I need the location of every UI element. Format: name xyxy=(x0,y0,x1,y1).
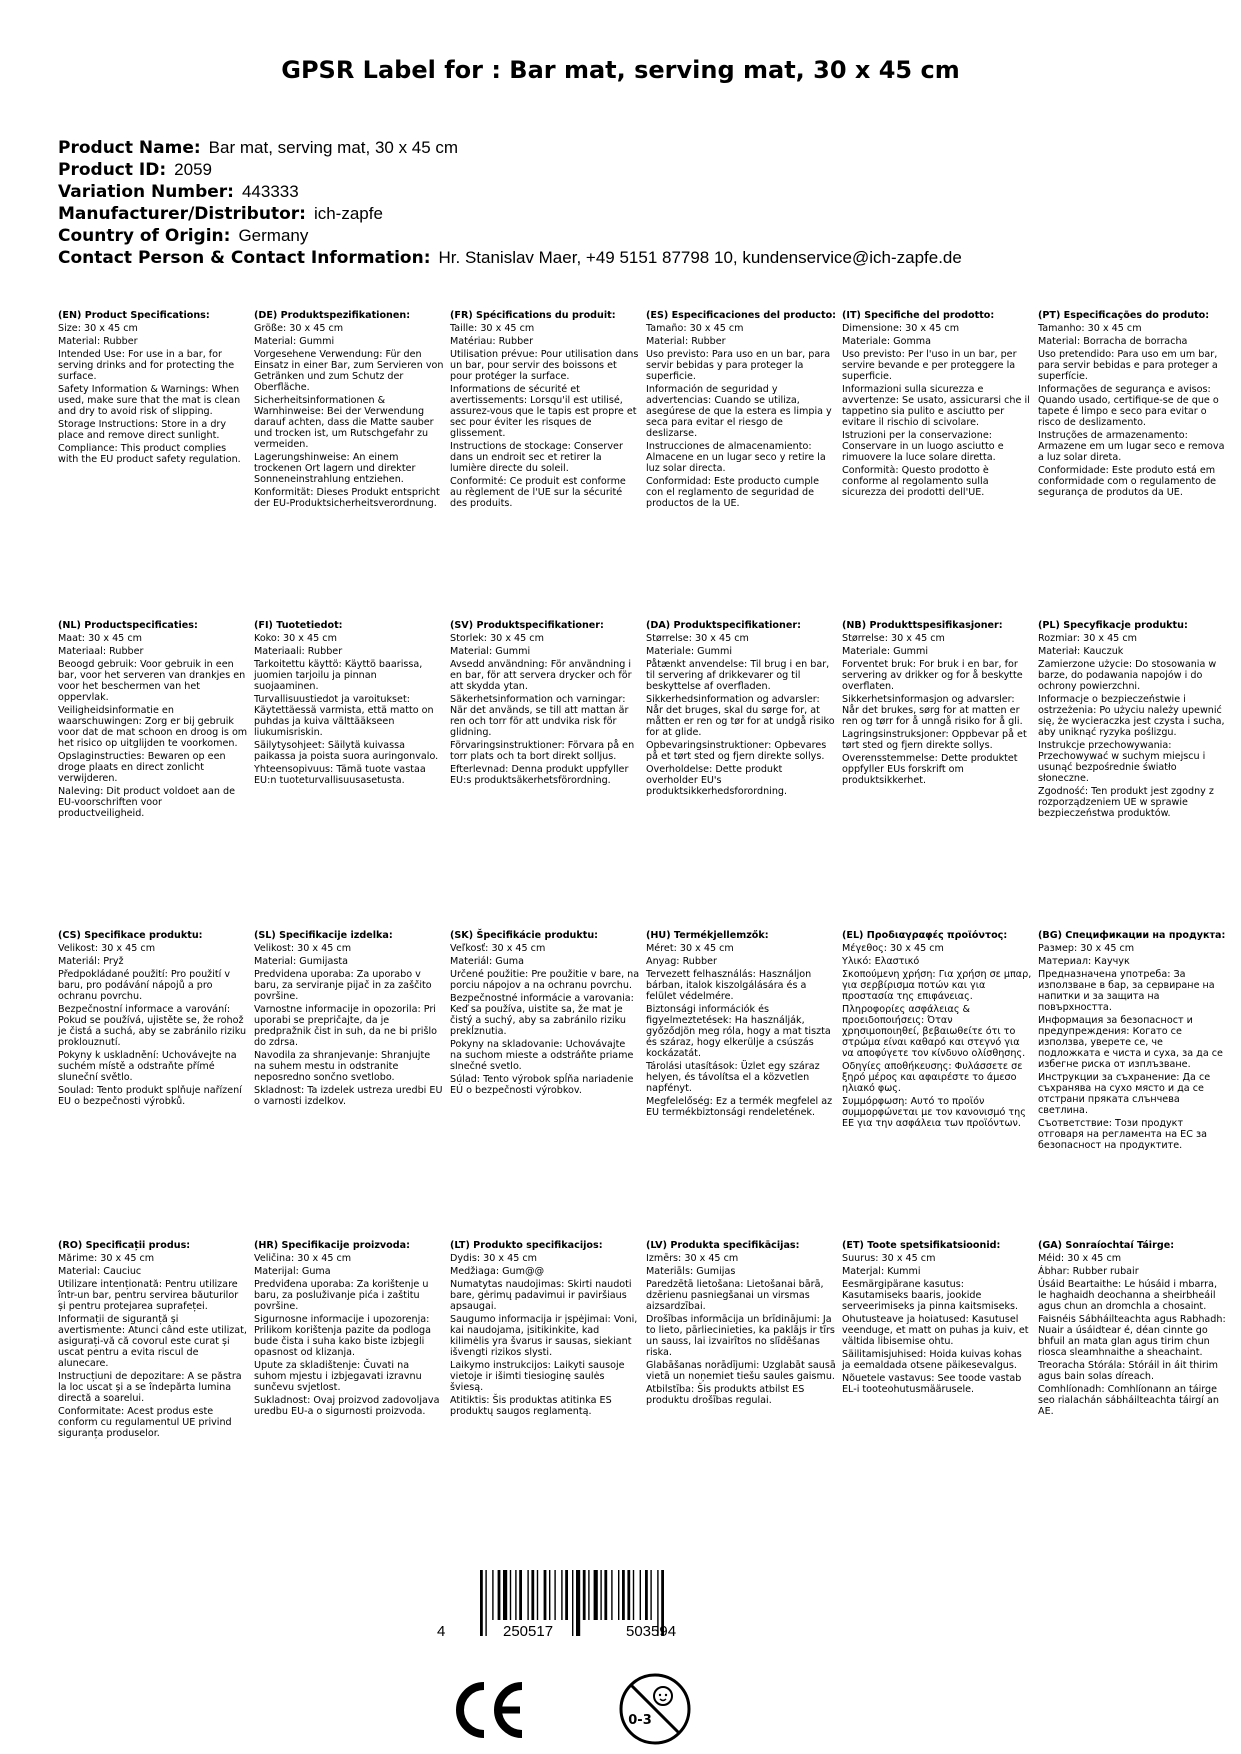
spec-line: Conformidade: Este produto está em conformidade com o regulamento de segurança de produtos da UE. xyxy=(1038,465,1217,498)
barcode-bar xyxy=(594,1570,598,1620)
spec-line: Forventet bruk: For bruk i en bar, for servering av drikker og for å beskytte overflaten. xyxy=(842,659,1023,692)
spec-line: Σκοπούμενη χρήση: Για χρήση σε μπαρ, για σερβίρισμα ποτών και για προστασία της επιφάνειας. xyxy=(842,969,1032,1002)
spec-heading: (IT) Specifiche del prodotto: xyxy=(842,310,995,321)
barcode-bar xyxy=(645,1570,648,1620)
spec-line: Utilisation prévue: Pour utilisation dans un bar, pour servir des boissons et pour protéger la surface. xyxy=(450,349,639,382)
spec-line: Dydis: 30 x 45 cm xyxy=(450,1253,537,1264)
spec-line: Size: 30 x 45 cm xyxy=(58,323,138,334)
spec-line: Πληροφορίες ασφάλειας & προειδοποιήσεις: Όταν χρησιμοποιηθεί, βεβαιωθείτε ότι το στρώμα είναι καθαρό και στεγνό για να αποφύγετε τον κίνδυνο ολίσθησης. xyxy=(842,1004,1026,1059)
ce-mark-icon xyxy=(450,1680,530,1740)
spec-line: Materiál: Pryž xyxy=(58,956,124,967)
barcode-digits-left: 250517 xyxy=(503,1623,554,1640)
spec-heading: (RO) Specificații produs: xyxy=(58,1240,191,1251)
barcode-bar xyxy=(583,1570,586,1620)
spec-line: Bezpečnostní informace a varování: Pokud se používá, ujistěte se, že rohož je čistá a suchá, aby se zabránilo riziku proklouznutí. xyxy=(58,1004,247,1048)
spec-block xyxy=(254,930,444,1107)
spec-line: Yhteensopivuus: Tämä tuote vastaa EU:n tuoteturvallisuusasetusta. xyxy=(254,764,426,786)
spec-line: Paredzētā lietošana: Lietošanai bārā, dzērienu pasniegšanai un virsmas aizsardzībai. xyxy=(646,1279,824,1312)
info-value: Bar mat, serving mat, 30 x 45 cm xyxy=(208,138,459,157)
spec-line: Säilytysohjeet: Säilytä kuivassa paikassa ja poista suora auringonvalo. xyxy=(254,740,439,762)
spec-line: Treoracha Stórála: Stóráil in áit thirim agus bain solas díreach. xyxy=(1038,1360,1218,1382)
spec-block xyxy=(450,620,640,786)
spec-heading: (GA) Sonraíochtaí Táirge: xyxy=(1038,1240,1175,1251)
barcode-bar xyxy=(519,1570,522,1620)
spec-heading: (NL) Productspecificaties: xyxy=(58,620,198,631)
spec-block xyxy=(1038,1240,1228,1417)
spec-line: Υλικό: Ελαστικό xyxy=(842,956,920,967)
spec-block xyxy=(646,930,836,1118)
spec-block xyxy=(1038,620,1228,819)
spec-line: Tamaño: 30 x 45 cm xyxy=(646,323,744,334)
spec-line: Предназначена употреба: За използване в бар, за сервиране на напитки и за защита на повърхността. xyxy=(1038,969,1215,1013)
spec-line: Materiál: Guma xyxy=(450,956,524,967)
spec-block xyxy=(58,620,248,819)
spec-line: Biztonsági információk és figyelmeztetések: Ha használják, győződjön meg róla, hogy a mat tiszta és száraz, hogy elkerülje a csúszás kockázatát. xyxy=(646,1004,831,1059)
spec-line: Předpokládané použití: Pro použití v baru, pro podávání nápojů a pro ochranu povrchu. xyxy=(58,969,231,1002)
svg-text:0-3: 0-3 xyxy=(628,1713,652,1728)
spec-line: Méret: 30 x 45 cm xyxy=(646,943,734,954)
barcode-bar xyxy=(618,1570,619,1620)
spec-line: Overensstemmelse: Dette produktet oppfyller EUs forskrift om produktsikkerhet. xyxy=(842,753,1018,786)
age-warning-0-3-icon xyxy=(618,1672,692,1746)
spec-line: Pokyny na skladovanie: Uchovávajte na suchom mieste a odstráňte priame slnečné svetlo. xyxy=(450,1039,634,1072)
spec-line: Instruções de armazenamento: Armazene em um lugar seco e remova a luz solar direta. xyxy=(1038,430,1225,463)
spec-line: Säilitamisjuhised: Hoida kuivas kohas ja eemaldada otsene päikesevalgus. xyxy=(842,1349,1022,1371)
spec-line: Určené použitie: Pre použitie v bare, na porciu nápojov a na ochranu povrchu. xyxy=(450,969,640,991)
spec-line: Tervezett felhasználás: Használjon bárban, italok kiszolgálására és a felület védelmére. xyxy=(646,969,812,1002)
spec-line: Tamanho: 30 x 45 cm xyxy=(1038,323,1142,334)
spec-line: Conformitate: Acest produs este conform cu regulamentul UE privind siguranța produselor. xyxy=(58,1406,232,1439)
spec-line: Intended Use: For use in a bar, for serving drinks and for protecting the surface. xyxy=(58,349,235,382)
spec-line: Veličina: 30 x 45 cm xyxy=(254,1253,352,1264)
spec-row xyxy=(58,310,1238,620)
spec-line: Material: Rubber xyxy=(646,336,726,347)
barcode-bar xyxy=(503,1570,507,1620)
spec-block xyxy=(1038,310,1228,498)
spec-line: Varnostne informacije in opozorila: Pri uporabi se prepričajte, da je predpražnik čist in suh, da ne bi prišlo do zdrsa. xyxy=(254,1004,438,1048)
info-value: ich-zapfe xyxy=(313,204,383,223)
barcode-bar xyxy=(588,1570,589,1620)
info-product-id xyxy=(58,159,962,181)
spec-line: Informations de sécurité et avertissements: Lorsqu'il est utilisé, assurez-vous que le tapis est propre et sec pour éviter les risques de glissement. xyxy=(450,384,637,439)
spec-line: Compliance: This product complies with the EU product safety regulation. xyxy=(58,443,241,465)
spec-line: Informazioni sulla sicurezza e avvertenze: Se usato, assicurarsi che il tappetino sia pulito e asciutto per evitare il rischio di scivolare. xyxy=(842,384,1030,428)
spec-line: Uso previsto: Per l'uso in un bar, per servire bevande e per proteggere la superficie. xyxy=(842,349,1017,382)
spec-block xyxy=(254,1240,444,1417)
spec-line: Lagerungshinweise: An einem trockenen Ort lagern und direkter Sonneneinstrahlung entziehen. xyxy=(254,452,416,485)
spec-block xyxy=(450,1240,640,1417)
spec-line: Numatytas naudojimas: Skirti naudoti bare, gėrimų padavimui ir paviršiaus apsaugai. xyxy=(450,1279,632,1312)
spec-line: Materiaali: Rubber xyxy=(254,646,343,657)
barcode-bar xyxy=(498,1570,501,1620)
spec-row xyxy=(58,620,1238,930)
spec-line: Drošības informācija un brīdinājumi: Ja to lieto, pārliecinieties, ka paklājs ir tīrs un sauss, lai izvairītos no slīdēšanas riska. xyxy=(646,1314,835,1358)
spec-heading: (LV) Produkta specifikācijas: xyxy=(646,1240,800,1251)
spec-line: Matériau: Rubber xyxy=(450,336,534,347)
barcode-bar xyxy=(576,1570,580,1636)
spec-line: Materjal: Kummi xyxy=(842,1266,921,1277)
spec-line: Storage Instructions: Store in a dry place and remove direct sunlight. xyxy=(58,419,227,441)
barcode-bar xyxy=(650,1570,651,1620)
spec-line: Zamierzone użycie: Do stosowania w barze, do podawania napojów i do ochrony powierzchni. xyxy=(1038,659,1217,692)
spec-line: Megfelelőség: Ez a termék megfelel az EU termékbiztonsági rendeletének. xyxy=(646,1096,833,1118)
page-title: GPSR Label for : Bar mat, serving mat, 30 x 45 cm xyxy=(281,56,960,84)
spec-line: Istruzioni per la conservazione: Conservare in un luogo asciutto e rimuovere la luce solare diretta. xyxy=(842,430,1004,463)
spec-line: Atitiktis: Šis produktas atitinka ES produktų saugos reglamentą. xyxy=(450,1395,612,1417)
spec-line: Material: Borracha de borracha xyxy=(1038,336,1188,347)
spec-line: Informacje o bezpieczeństwie i ostrzeżenia: Po użyciu należy upewnić się, że wycieraczka jest czysta i sucha, aby uniknąć ryzyka poślizgu. xyxy=(1038,694,1225,738)
spec-line: Upute za skladištenje: Čuvati na suhom mjestu i izbjegavati izravnu sunčevu svjetlost. xyxy=(254,1360,422,1393)
spec-line: Turvallisuustiedot ja varoitukset: Käytettäessä varmista, että matto on puhdas ja kuiva välttääkseen liukumisriskin. xyxy=(254,694,434,738)
spec-heading: (LT) Produkto specifikacijos: xyxy=(450,1240,603,1251)
spec-block xyxy=(254,620,444,786)
info-country-of-origin xyxy=(58,225,962,247)
spec-line: Sigurnosne informacije i upozorenja: Prilikom korištenja pazite da podloga bude čista i suha kako biste izbjegli opasnost od klizanja. xyxy=(254,1314,432,1358)
spec-heading: (BG) Спецификации на продукта: xyxy=(1038,930,1226,941)
spec-block xyxy=(842,1240,1032,1395)
spec-line: Lagringsinstruksjoner: Oppbevar på et tørt sted og fjern direkte sollys. xyxy=(842,729,1027,751)
spec-line: Konformität: Dieses Produkt entspricht der EU-Produktsicherheitsverordnung. xyxy=(254,487,440,509)
barcode-bar xyxy=(611,1570,612,1620)
spec-line: Material: Gumijasta xyxy=(254,956,348,967)
spec-block xyxy=(842,930,1032,1129)
spec-line: Säkerhetsinformation och varningar: När det används, se till att mattan är ren och torr för att undvika risk för glidning. xyxy=(450,694,629,738)
spec-line: Информация за безопасност и предупреждения: Когато се използва, уверете се, че подложката е чиста и суха, за да се избегне риска от изплъзване. xyxy=(1038,1015,1223,1070)
spec-grid xyxy=(58,310,1238,1550)
spec-line: Informații de siguranță și avertismente: Atunci când este utilizat, asigurați-vă că covorul este curat și uscat pentru a evita riscul de alunecare. xyxy=(58,1314,247,1369)
spec-row xyxy=(58,1240,1238,1550)
barcode-digits-right: 503594 xyxy=(626,1623,677,1640)
spec-line: Οδηγίες αποθήκευσης: Φυλάσσετε σε ξηρό μέρος και αφαιρέστε το άμεσο ηλιακό φως. xyxy=(842,1061,1023,1094)
barcode-bar xyxy=(480,1570,483,1636)
spec-line: Efterlevnad: Denna produkt uppfyller EU:s produktsäkerhetsförordning. xyxy=(450,764,629,786)
spec-heading: (PT) Especificações do produto: xyxy=(1038,310,1210,321)
spec-line: Materiāls: Gumijas xyxy=(646,1266,736,1277)
spec-line: Instrucțiuni de depozitare: A se păstra la loc uscat și a se îndepărta lumina directă a soarelui. xyxy=(58,1371,242,1404)
spec-line: Beoogd gebruik: Voor gebruik in een bar, voor het serveren van drankjes en voor het beschermen van het oppervlak. xyxy=(58,659,246,703)
info-variation-number xyxy=(58,181,962,203)
spec-line: Predviđena uporaba: Za korištenje u baru, za posluživanje pića i zaštitu površine. xyxy=(254,1279,429,1312)
spec-line: Utilizare intenționată: Pentru utilizare într-un bar, pentru servirea băuturilor și pentru protejarea suprafeței. xyxy=(58,1279,239,1312)
spec-line: Glabāšanas norādījumi: Uzglabāt sausā vietā un noņemiet tiešu saules gaismu. xyxy=(646,1360,836,1382)
info-label: Product ID: xyxy=(58,160,167,180)
spec-line: Soulad: Tento produkt splňuje nařízení EU o bezpečnosti výrobků. xyxy=(58,1085,242,1107)
barcode-bar xyxy=(554,1570,555,1620)
spec-line: Naleving: Dit product voldoet aan de EU-voorschriften voor productveiligheid. xyxy=(58,786,235,819)
barcode-bar xyxy=(565,1570,568,1620)
spec-line: Инструкции за съхранение: Да се съхранява на сухо място и да се отстрани пряката слънчева светлина. xyxy=(1038,1072,1211,1116)
spec-line: Størrelse: 30 x 45 cm xyxy=(646,633,749,644)
spec-line: Materiał: Kauczuk xyxy=(1038,646,1124,657)
spec-line: Zgodność: Ten produkt jest zgodny z rozporządzeniem UE w sprawie bezpieczeństwa produktów. xyxy=(1038,786,1214,819)
spec-line: Размер: 30 x 45 cm xyxy=(1038,943,1135,954)
spec-block xyxy=(450,930,640,1096)
spec-block xyxy=(254,310,444,509)
spec-line: Medžiaga: Gum@@ xyxy=(450,1266,545,1277)
spec-line: Ohutusteave ja hoiatused: Kasutusel veenduge, et matt on puhas ja kuiv, et vältida libisemise ohtu. xyxy=(842,1314,1029,1347)
spec-line: Koko: 30 x 45 cm xyxy=(254,633,337,644)
spec-line: Uso previsto: Para uso en un bar, para servir bebidas y para proteger la superficie. xyxy=(646,349,831,382)
spec-heading: (ES) Especificaciones del producto: xyxy=(646,310,837,321)
spec-block xyxy=(646,1240,836,1406)
spec-heading: (NB) Produkttspesifikasjoner: xyxy=(842,620,1003,631)
spec-heading: (SV) Produktspecifikationer: xyxy=(450,620,604,631)
spec-line: Skladnost: Ta izdelek ustreza uredbi EU o varnosti izdelkov. xyxy=(254,1085,443,1107)
spec-line: Velikost: 30 x 45 cm xyxy=(254,943,352,954)
spec-heading: (FI) Tuotetiedot: xyxy=(254,620,343,631)
spec-line: Material: Gummi xyxy=(450,646,531,657)
barcode-bar xyxy=(561,1570,562,1620)
spec-heading: (DA) Produktspecifikationer: xyxy=(646,620,801,631)
spec-line: Suurus: 30 x 45 cm xyxy=(842,1253,936,1264)
spec-line: Materijal: Guma xyxy=(254,1266,331,1277)
spec-line: Materiale: Gomma xyxy=(842,336,932,347)
spec-heading: (FR) Spécifications du produit: xyxy=(450,310,616,321)
spec-line: Instructions de stockage: Conserver dans un endroit sec et retirer la lumière directe du soleil. xyxy=(450,441,623,474)
spec-line: Eesmärgipärane kasutus: Kasutamiseks baaris, jookide serveerimiseks ja pinna kaitsmiseks. xyxy=(842,1279,1019,1312)
spec-line: Comhlíonadh: Comhlíonann an táirge seo rialachán sábháilteachta táirgí an AE. xyxy=(1038,1384,1219,1417)
spec-line: Rozmiar: 30 x 45 cm xyxy=(1038,633,1137,644)
spec-line: Förvaringsinstruktioner: Förvara på en torr plats och ta bort direkt solljus. xyxy=(450,740,635,762)
spec-line: Påtænkt anvendelse: Til brug i en bar, til servering af drikkevarer og til beskyttelse af overfladen. xyxy=(646,659,830,692)
spec-line: Conformité: Ce produit est conforme au règlement de l'UE sur la sécurité des produits. xyxy=(450,476,626,509)
spec-block xyxy=(58,310,248,465)
spec-block xyxy=(58,1240,248,1439)
spec-line: Safety Information & Warnings: When used, make sure that the mat is clean and dry to avoid risk of slipping. xyxy=(58,384,241,417)
spec-block xyxy=(450,310,640,509)
spec-row xyxy=(58,930,1238,1240)
info-contact xyxy=(58,247,962,269)
info-value: Hr. Stanislav Maer, +49 5151 87798 10, kundenservice@ich-zapfe.de xyxy=(438,248,962,267)
spec-heading: (HR) Specifikacije proizvoda: xyxy=(254,1240,410,1251)
spec-line: Materiaal: Rubber xyxy=(58,646,144,657)
spec-block xyxy=(1038,930,1228,1151)
spec-block xyxy=(646,620,836,797)
spec-line: Predvidena uporaba: Za uporabo v baru, za serviranje pijač in za zaščito površine. xyxy=(254,969,432,1002)
spec-line: Taille: 30 x 45 cm xyxy=(450,323,535,334)
barcode-bar xyxy=(600,1570,601,1620)
spec-line: Съответствие: Този продукт отговаря на регламента на ЕС за безопасност на продуктите. xyxy=(1038,1118,1207,1151)
barcode-bar xyxy=(544,1570,547,1620)
spec-heading: (HU) Termékjellemzők: xyxy=(646,930,769,941)
spec-line: Veiligheidsinformatie en waarschuwingen: Zorg er bij gebruik voor dat de mat schoon en droog is om het risico op uitglijden te voorkomen. xyxy=(58,705,248,749)
barcode-bar xyxy=(510,1570,511,1620)
spec-block xyxy=(58,930,248,1107)
info-manufacturer xyxy=(58,203,962,225)
barcode-bar xyxy=(572,1570,573,1636)
spec-line: Größe: 30 x 45 cm xyxy=(254,323,344,334)
barcode-digit-prefix: 4 xyxy=(437,1623,446,1640)
spec-line: Sikkerhedsinformation og advarsler: Når det bruges, skal du sørge for, at måtten er ren og tør for at undgå risiko for at glide. xyxy=(646,694,835,738)
spec-line: Anyag: Rubber xyxy=(646,956,717,967)
spec-line: Bezpečnostné informácie a varovania: Keď sa používa, uistite sa, že mat je čistý a suchý, aby sa zabránilo riziku prekĺznutia. xyxy=(450,993,634,1037)
spec-heading: (DE) Produktspezifikationen: xyxy=(254,310,411,321)
spec-line: Sukladnost: Ovaj proizvod zadovoljava uredbu EU-a o sigurnosti proizvoda. xyxy=(254,1395,440,1417)
spec-line: Vorgesehene Verwendung: Für den Einsatz in einer Bar, zum Servieren von Getränken und zum Schutz der Oberfläche. xyxy=(254,349,444,393)
spec-line: Úsáid Beartaithe: Le húsáid i mbarra, le haghaidh deochanna a sheirbheáil agus chun an dromchla a chosaint. xyxy=(1038,1279,1217,1312)
barcode-bar xyxy=(604,1570,607,1620)
info-label: Product Name: xyxy=(58,138,201,158)
spec-line: Uso pretendido: Para uso em um bar, para servir bebidas e para proteger a superfície. xyxy=(1038,349,1218,382)
spec-line: Méid: 30 x 45 cm xyxy=(1038,1253,1122,1264)
spec-heading: (EL) Προδιαγραφές προϊόντος: xyxy=(842,930,1008,941)
spec-line: Conformità: Questo prodotto è conforme al regolamento sulla sicurezza dei prodotti dell'UE. xyxy=(842,465,989,498)
spec-line: Dimensione: 30 x 45 cm xyxy=(842,323,960,334)
barcode-bar xyxy=(627,1570,630,1620)
spec-line: Sicherheitsinformationen & Warnhinweise: Bei der Verwendung darauf achten, dass die Matte sauber und trocken ist, um Rutschgefahr zu vermeiden. xyxy=(254,395,434,450)
spec-line: Avsedd användning: För användning i en bar, för att servera drycker och för att skydda ytan. xyxy=(450,659,632,692)
spec-line: Conformidad: Este producto cumple con el reglamento de seguridad de productos de la UE. xyxy=(646,476,819,509)
barcode-bar xyxy=(622,1570,625,1620)
spec-line: Material: Cauciuc xyxy=(58,1266,142,1277)
barcode-bar xyxy=(485,1570,486,1636)
spec-line: Veľkosť: 30 x 45 cm xyxy=(450,943,546,954)
barcode-bar xyxy=(531,1570,534,1620)
spec-line: Atbilstība: Šis produkts atbilst ES produktu drošības regulai. xyxy=(646,1384,805,1406)
spec-line: Súlad: Tento výrobok spĺňa nariadenie EÚ o bezpečnosti výrobkov. xyxy=(450,1074,634,1096)
info-value: 2059 xyxy=(174,160,212,179)
spec-heading: (EN) Product Specifications: xyxy=(58,310,210,321)
spec-line: Ábhar: Rubber rubair xyxy=(1038,1266,1139,1277)
spec-line: Mărime: 30 x 45 cm xyxy=(58,1253,155,1264)
spec-line: Maat: 30 x 45 cm xyxy=(58,633,142,644)
spec-line: Información de seguridad y advertencias: Cuando se utiliza, asegúrese de que la estera es limpia y seca para evitar el riesgo de deslizarse. xyxy=(646,384,832,439)
spec-line: Opslaginstructies: Bewaren op een droge plaats en direct zonlicht verwijderen. xyxy=(58,751,226,784)
spec-line: Izmērs: 30 x 45 cm xyxy=(646,1253,739,1264)
info-label: Country of Origin: xyxy=(58,226,231,246)
barcode-bar xyxy=(537,1570,538,1620)
spec-heading: (SK) Špecifikácie produktu: xyxy=(450,930,599,941)
spec-line: Nõuetele vastavus: See toode vastab EL-i tooteohutusmäärusele. xyxy=(842,1373,1022,1395)
spec-line: Material: Rubber xyxy=(58,336,138,347)
spec-line: Μέγεθος: 30 x 45 cm xyxy=(842,943,944,954)
barcode-bar xyxy=(492,1570,493,1620)
info-label: Contact Person & Contact Information: xyxy=(58,248,431,268)
info-value: Germany xyxy=(238,226,309,245)
spec-line: Laikymo instrukcijos: Laikyti sausoje vietoje ir išimti tiesioginę saulės šviesą. xyxy=(450,1360,625,1393)
spec-line: Storlek: 30 x 45 cm xyxy=(450,633,544,644)
spec-heading: (ET) Toote spetsifikatsioonid: xyxy=(842,1240,1001,1251)
spec-line: Tarkoitettu käyttö: Käyttö baarissa, juomien tarjoilu ja pinnan suojaaminen. xyxy=(254,659,423,692)
spec-line: Sikkerhetsinformasjon og advarsler: Når det brukes, sørg for at matten er ren og tørr for å unngå risiko for å gli. xyxy=(842,694,1023,727)
spec-line: Saugumo informacija ir įspėjimai: Voni, kai naudojama, įsitikinkite, kad kilimėlis yra švarus ir sausas, siekiant išvengti rizikos slysti. xyxy=(450,1314,638,1358)
spec-block xyxy=(646,310,836,509)
spec-block xyxy=(842,310,1032,498)
spec-heading: (SL) Specifikacije izdelka: xyxy=(254,930,393,941)
spec-heading: (CS) Specifikace produktu: xyxy=(58,930,203,941)
spec-line: Navodila za shranjevanje: Shranjujte na suhem mestu in odstranite neposredno sončno svetlobo. xyxy=(254,1050,431,1083)
spec-line: Material: Gummi xyxy=(254,336,335,347)
spec-line: Opbevaringsinstruktioner: Opbevares på et tørt sted og fjern direkte sollys. xyxy=(646,740,827,762)
barcode-bar xyxy=(633,1570,634,1620)
barcode-bar xyxy=(549,1570,550,1620)
spec-line: Overholdelse: Dette produkt overholder EU's produktsikkerhedsforordning. xyxy=(646,764,788,797)
spec-heading: (PL) Specyfikacje produktu: xyxy=(1038,620,1188,631)
info-label: Variation Number: xyxy=(58,182,234,202)
spec-line: Materiale: Gummi xyxy=(842,646,929,657)
spec-line: Tárolási utasítások: Üzlet egy száraz helyen, és távolítsa el a közvetlen napfényt. xyxy=(646,1061,820,1094)
spec-line: Velikost: 30 x 45 cm xyxy=(58,943,156,954)
spec-block xyxy=(842,620,1032,786)
spec-line: Pokyny k uskladnění: Uchovávejte na suchém místě a odstraňte přímé sluneční světlo. xyxy=(58,1050,237,1083)
spec-line: Instrucciones de almacenamiento: Almacene en un lugar seco y retire la luz solar directa. xyxy=(646,441,826,474)
spec-line: Συμμόρφωση: Αυτό το προϊόν συμμορφώνεται με τον κανονισμό της ΕΕ για την ασφάλεια των προϊόντων. xyxy=(842,1096,1026,1129)
spec-line: Материал: Каучук xyxy=(1038,956,1130,967)
info-value: 443333 xyxy=(241,182,299,201)
barcode-bar xyxy=(640,1570,641,1620)
spec-line: Faisnéis Sábháilteachta agus Rabhadh: Nuair a úsáidtear é, déan cinnte go bhfuil an mata glan agus tirim chun riosca sleamhnaithe a sheachaint. xyxy=(1038,1314,1226,1358)
barcode-bar xyxy=(515,1570,516,1620)
spec-line: Størrelse: 30 x 45 cm xyxy=(842,633,945,644)
spec-line: Instrukcje przechowywania: Przechowywać w suchym miejscu i usunąć bezpośrednie światło słoneczne. xyxy=(1038,740,1206,784)
info-label: Manufacturer/Distributor: xyxy=(58,204,306,224)
product-info xyxy=(58,137,962,269)
spec-line: Informações de segurança e avisos: Quando usado, certifique-se de que o tapete é limpo e seco para evitar o risco de deslizamento. xyxy=(1038,384,1219,428)
barcode-bar xyxy=(527,1570,528,1620)
info-product-name xyxy=(58,137,962,159)
spec-line: Materiale: Gummi xyxy=(646,646,733,657)
